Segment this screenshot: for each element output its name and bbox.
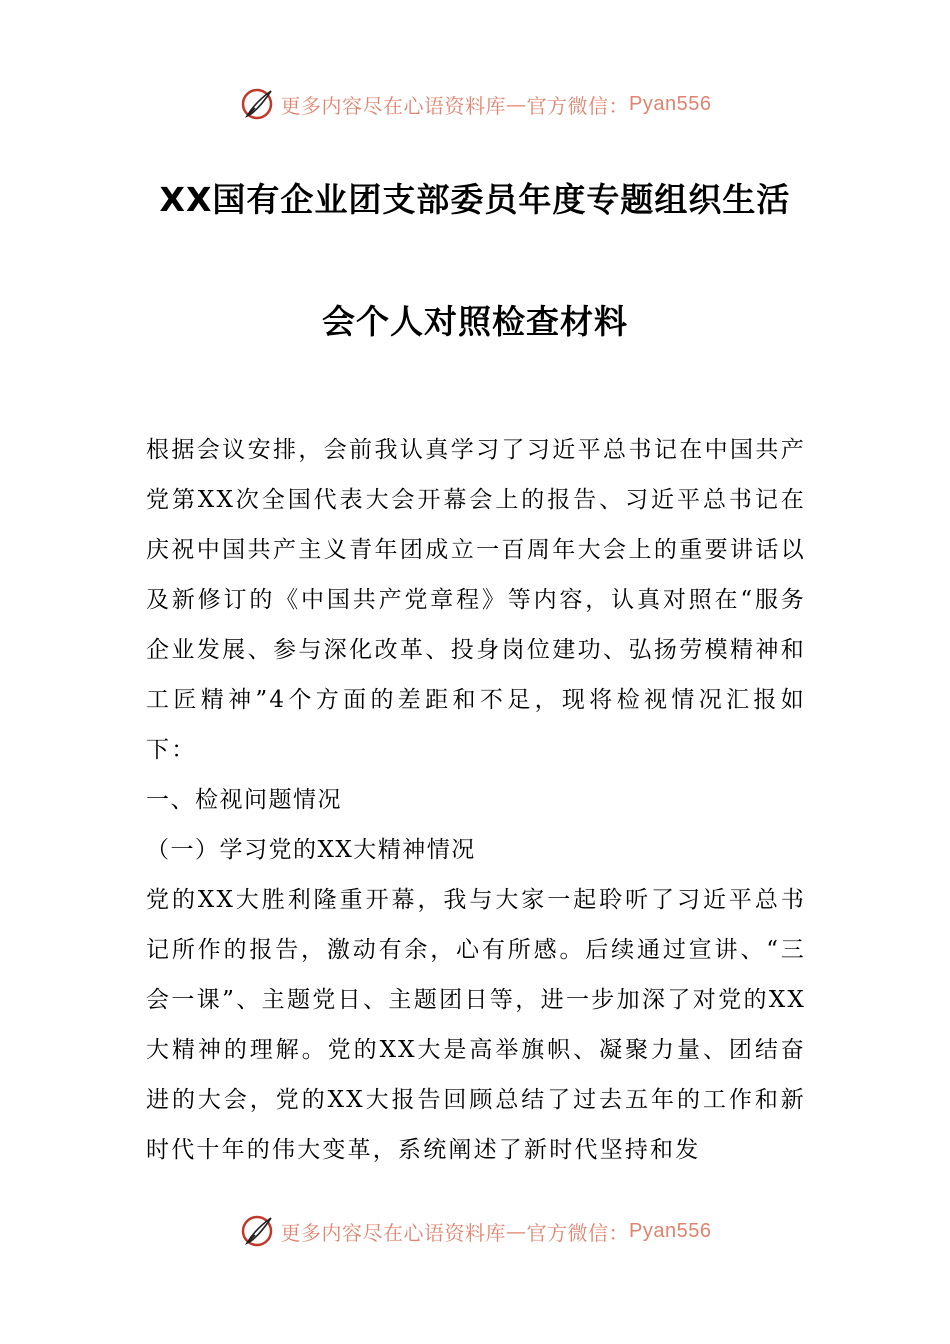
quill-pen-logo-icon xyxy=(239,86,275,122)
banner-wechat-id: Pyan556 xyxy=(629,1219,712,1242)
quill-pen-logo-icon xyxy=(239,1213,275,1249)
document-body xyxy=(146,425,806,1175)
banner-separator: — xyxy=(506,92,527,116)
section-heading: 一、检视问题情况 xyxy=(146,787,342,813)
banner-wechat-id: Pyan556 xyxy=(629,92,712,115)
document-title-line-2: 会个人对照检查材料 xyxy=(322,302,628,341)
subsection-heading: （一）学习党的XX大精神情况 xyxy=(146,837,476,863)
body-paragraph: 党的XX大胜利隆重开幕，我与大家一起聆听了习近平总书记所作的报告，激动有余，心有所感。后续通过宣讲、“三会一课”、主题党日、主题团日等，进一步加深了对党的XX大精神的理解。党的XX大是高举旗帜、凝聚力量、团结奋进的大会，党的XX大报告回顾总结了过去五年的工作和新时代十年的伟大变革，系统阐述了新时代坚持和发 xyxy=(146,887,806,1163)
footer-banner xyxy=(0,1211,950,1251)
banner-wechat-label: 官方微信： xyxy=(526,93,630,118)
banner-text: 更多内容尽在心语资料库 xyxy=(280,93,507,118)
banner-wechat-label: 官方微信： xyxy=(526,1220,630,1245)
document-title-line-1: XX国有企业团支部委员年度专题组织生活 xyxy=(159,180,791,219)
intro-paragraph: 根据会议安排，会前我认真学习了习近平总书记在中国共产党第XX次全国代表大会开幕会上的报告、习近平总书记在庆祝中国共产主义青年团成立一百周年大会上的重要讲话以及新修订的《中国共产党章程》等内容，认真对照在“服务企业发展、参与深化改革、投身岗位建功、弘扬劳模精神和工匠精神”4个方面的差距和不足，现将检视情况汇报如下： xyxy=(146,437,806,763)
header-banner xyxy=(0,84,950,124)
banner-text: 更多内容尽在心语资料库 xyxy=(280,1220,507,1245)
banner-separator: — xyxy=(506,1219,527,1243)
